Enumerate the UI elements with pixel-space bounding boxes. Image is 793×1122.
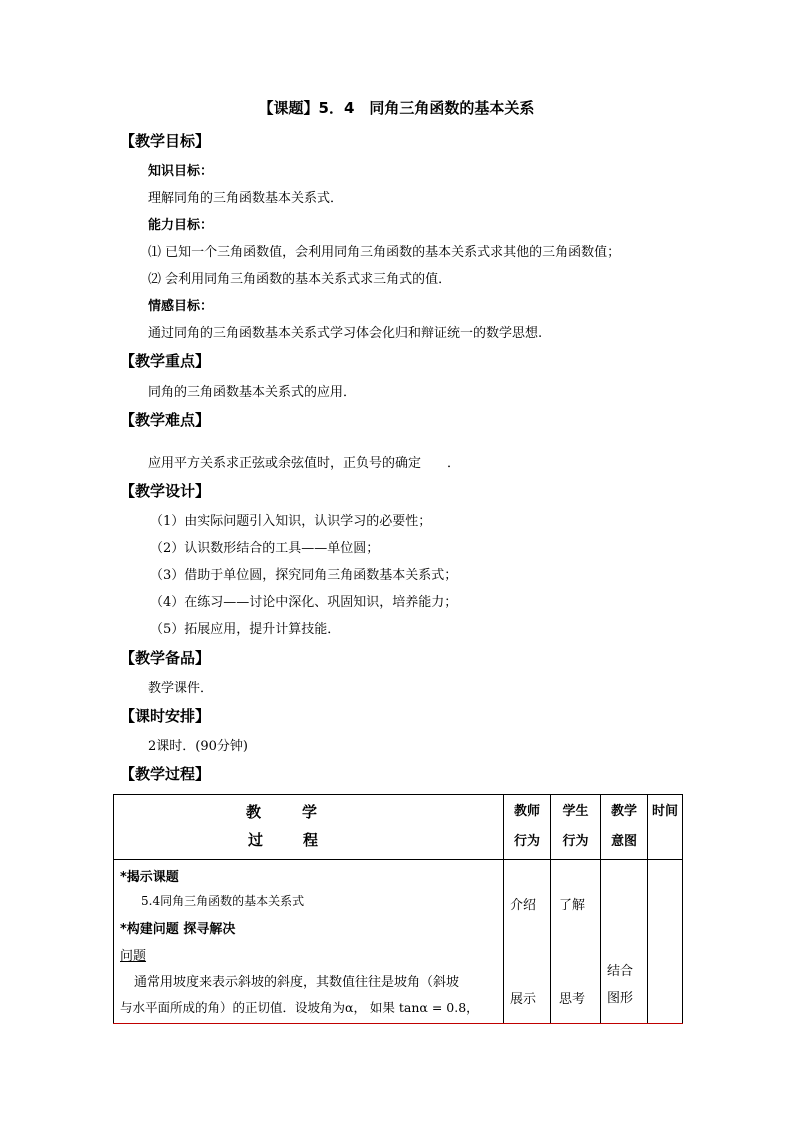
intent-cell: [601, 860, 648, 1024]
key-points-text: 同角的三角函数基本关系式的应用．: [148, 385, 357, 400]
emotion-text: 通过同角的三角函数基本关系式学习体会化归和辩证统一的数学思想.: [148, 326, 543, 341]
intent-line-2: 图形: [607, 991, 634, 1006]
objectives-heading: 【教学目标】: [120, 132, 211, 150]
difficulties-heading: 【教学难点】: [120, 411, 211, 429]
process-line-1: *揭示课题: [120, 870, 179, 885]
teacher-action-2: 展示: [510, 992, 537, 1007]
process-line-4: 问题: [120, 949, 147, 964]
knowledge-label: 知识目标：: [148, 164, 214, 179]
key-points-heading: 【教学重点】: [120, 352, 211, 370]
intent-line-1: 结合: [607, 964, 634, 979]
process-heading: 【教学过程】: [120, 765, 211, 783]
header-char-2: 学: [302, 803, 318, 821]
header-char-3: 过: [248, 831, 264, 849]
schedule-heading: 【课时安排】: [120, 707, 211, 725]
process-line-3: *构建问题 探寻解决: [120, 922, 236, 937]
teacher-cell: [504, 860, 551, 1024]
ability-item-1: ⑴ 已知一个三角函数值，会利用同角三角函数的基本关系式求其他的三角函数值；: [148, 245, 621, 260]
student-action-2: 思考: [559, 992, 586, 1007]
header-time: 时间: [648, 795, 683, 860]
design-item-1: （1）由实际问题引入知识，认识学习的必要性；: [150, 514, 432, 529]
materials-text: 教学课件．: [148, 681, 214, 696]
student-action-1: 了解: [559, 898, 586, 913]
header-intent: 教学意图: [601, 795, 648, 860]
process-line-5: 通常用坡度来表示斜坡的斜度，其数值往往是坡角（斜坡: [134, 975, 460, 990]
student-cell: [551, 860, 601, 1024]
header-student: 学生行为: [551, 795, 601, 860]
process-cell: [114, 860, 504, 1024]
table-header-row: [114, 795, 683, 860]
design-heading: 【教学设计】: [120, 482, 211, 500]
header-process: [114, 795, 504, 860]
schedule-text: 2课时．(90分钟): [148, 739, 248, 754]
difficulties-text: 应用平方关系求正弦或余弦值时，正负号的确定 ．: [148, 456, 461, 471]
table-row: [114, 860, 683, 1024]
materials-heading: 【教学备品】: [120, 649, 211, 667]
time-cell: [648, 860, 683, 1024]
teacher-action-1: 介绍: [510, 898, 537, 913]
emotion-label: 情感目标：: [148, 299, 214, 314]
process-table: [113, 794, 683, 1024]
page-title: 【课题】5．4 同角三角函数的基本关系: [258, 99, 535, 117]
design-item-5: （5）拓展应用，提升计算技能．: [150, 622, 341, 637]
process-line-6: 与水平面所成的角）的正切值．设坡角为α， 如果 tanα = 0.8，: [120, 1000, 479, 1015]
header-char-4: 程: [303, 831, 319, 849]
header-teacher: 教师行为: [504, 795, 551, 860]
process-line-2: 5.4同角三角函数的基本关系式: [141, 894, 305, 908]
design-item-2: （2）认识数形结合的工具——单位圆；: [150, 541, 380, 556]
ability-item-2: ⑵ 会利用同角三角函数的基本关系式求三角式的值．: [148, 272, 452, 287]
header-char-1: 教: [246, 803, 262, 821]
design-item-3: （3）借助于单位圆，探究同角三角函数基本关系式；: [150, 568, 458, 583]
knowledge-text: 理解同角的三角函数基本关系式．: [148, 191, 344, 206]
design-item-4: （4）在练习——讨论中深化、巩固知识，培养能力；: [150, 595, 458, 610]
ability-label: 能力目标：: [148, 218, 214, 233]
